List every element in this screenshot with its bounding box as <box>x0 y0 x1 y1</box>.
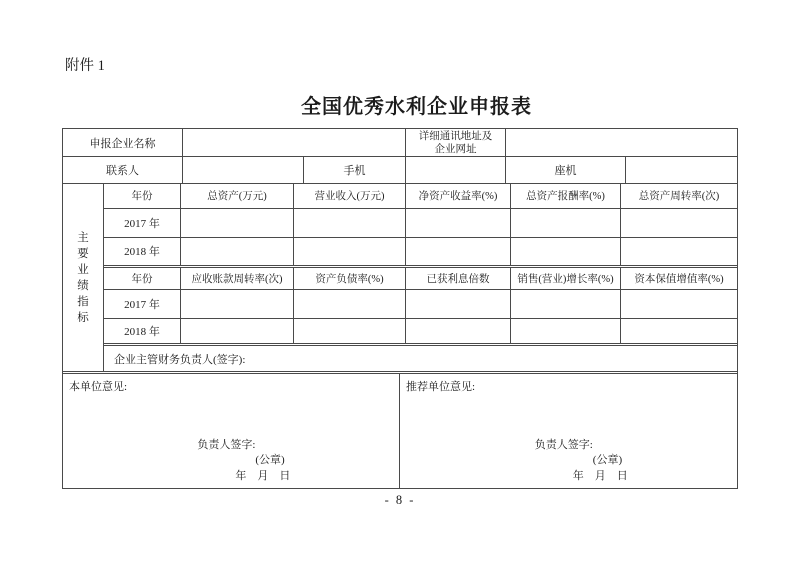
year-2017-label: 2017 年 <box>104 290 181 318</box>
year-header: 年份 <box>104 268 181 290</box>
company-name-row <box>63 129 737 156</box>
indicators-header-row-b <box>104 265 737 290</box>
table-row-2017-a <box>104 208 737 237</box>
address-label-line2: 企业网址 <box>434 143 477 155</box>
indicator-blank-cell <box>511 319 621 343</box>
indicator-blank-cell <box>181 238 294 265</box>
signer-label: 负责人签字: <box>197 438 256 451</box>
sales-growth-header: 销售(营业)增长率(%) <box>511 268 621 290</box>
recommender-opinion-label: 推荐单位意见: <box>406 381 476 393</box>
company-name-input-cell <box>183 129 406 156</box>
contact-row <box>63 156 737 183</box>
year-2018-label: 2018 年 <box>104 319 181 343</box>
recommender-signature-block <box>535 438 628 485</box>
address-input-cell <box>506 129 737 156</box>
indicators-section-label: 主 要 业 绩 指 标 <box>63 184 104 371</box>
interest-coverage-header: 已获利息倍数 <box>406 268 511 290</box>
unit-signature-block <box>197 438 290 485</box>
indicator-blank-cell <box>406 290 511 318</box>
opinions-section <box>63 371 737 488</box>
year-2018-label: 2018 年 <box>104 238 181 265</box>
unit-opinion-label: 本单位意见: <box>69 381 128 393</box>
total-assets-header: 总资产(万元) <box>181 184 294 208</box>
address-label <box>406 129 506 156</box>
asset-turnover-header: 总资产周转率(次) <box>638 191 720 203</box>
capital-preservation-header: 资本保值增值率(%) <box>634 273 724 285</box>
official-seal-label: (公章) <box>255 454 285 466</box>
indicator-blank-cell <box>406 238 511 265</box>
indicators-header-row-a <box>104 184 737 208</box>
year-header: 年份 <box>104 184 181 208</box>
landline-label: 座机 <box>506 157 626 183</box>
indicator-blank-cell <box>406 209 511 237</box>
indicator-blank-cell <box>294 290 406 318</box>
indicators-section <box>63 183 737 371</box>
indicator-blank-cell <box>181 209 294 237</box>
contact-input-cell <box>183 157 304 183</box>
year-2017-label: 2017 年 <box>104 209 181 237</box>
attachment-label: 附件 1 <box>65 58 105 74</box>
date-label: 年 月 日 <box>572 469 628 482</box>
roa-header: 总资产报酬率(%) <box>511 184 621 208</box>
indicators-grid <box>104 184 737 371</box>
mobile-label: 手机 <box>304 157 406 183</box>
table-row-2018-a <box>104 237 737 265</box>
indicator-blank-cell <box>621 290 737 318</box>
debt-ratio-header: 资产负债率(%) <box>294 268 406 290</box>
recommender-opinion-cell <box>400 374 737 488</box>
page-number: - 8 - <box>384 493 416 507</box>
date-label: 年 月 日 <box>235 469 291 482</box>
indicator-blank-cell <box>294 238 406 265</box>
indicator-blank-cell <box>621 238 737 265</box>
indicator-blank-cell <box>511 238 621 265</box>
application-form-table <box>62 128 738 489</box>
indicator-blank-cell <box>621 319 737 343</box>
cfo-signature-row <box>104 343 737 371</box>
indicator-blank-cell <box>511 209 621 237</box>
address-label-line1: 详细通讯地址及 <box>418 130 493 142</box>
landline-input-cell <box>626 157 737 183</box>
page-title: 全国优秀水利企业申报表 <box>301 96 532 118</box>
table-row-2018-b <box>104 318 737 343</box>
signer-label: 负责人签字: <box>534 438 593 451</box>
table-row-2017-b <box>104 289 737 318</box>
company-name-label: 申报企业名称 <box>63 129 183 156</box>
official-seal-label: (公章) <box>592 454 623 466</box>
unit-opinion-cell <box>63 374 400 488</box>
indicator-blank-cell <box>621 209 737 237</box>
mobile-input-cell <box>406 157 506 183</box>
roe-header: 净资产收益率(%) <box>406 184 511 208</box>
cfo-signature-label: 企业主管财务负责人(签字): <box>114 353 246 366</box>
indicator-blank-cell <box>406 319 511 343</box>
indicator-blank-cell <box>181 319 294 343</box>
indicator-blank-cell <box>511 290 621 318</box>
operating-revenue-header: 营业收入(万元) <box>294 184 406 208</box>
receivables-turnover-header: 应收账款周转率(次) <box>181 268 294 290</box>
contact-label: 联系人 <box>63 157 183 183</box>
indicator-blank-cell <box>294 209 406 237</box>
indicator-blank-cell <box>294 319 406 343</box>
indicator-blank-cell <box>181 290 294 318</box>
